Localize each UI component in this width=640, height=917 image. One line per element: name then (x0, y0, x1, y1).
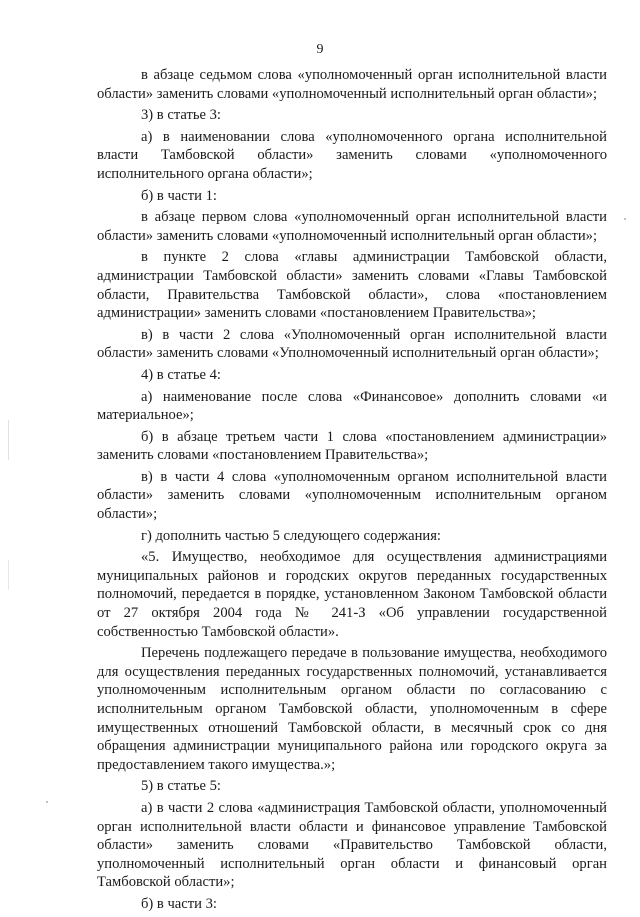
document-body (97, 66, 607, 917)
scan-artifact (624, 218, 626, 220)
paragraph: в) в части 4 слова «уполномоченным органом исполнительной власти области» заменить словами «уполномоченным исполнительным органом области»; (97, 468, 607, 523)
paragraph: а) наименование после слова «Финансовое» дополнить словами «и материальное»; (97, 388, 607, 424)
scan-artifact (8, 420, 9, 460)
paragraph: 4) в статье 4: (141, 366, 221, 383)
paragraph: а) в части 2 слова «администрация Тамбовской области, уполномоченный орган исполнительной власти области и финансовое управление Тамбовской области» заменить словами «Правительство Тамбовской области, уполномоченный исполнительный орган области и финансовый орган Тамбовской области»; (97, 799, 607, 891)
paragraph: в пункте 2 слова «главы администрации Тамбовской области, администрации Тамбовской области» заменить словами «Главы Тамбовской области, Правительства Тамбовской области», слова «постановлением администрации» заменить словами «постановлением Правительства»; (97, 249, 607, 322)
scan-artifact (46, 801, 48, 803)
paragraph: 3) в статье 3: (141, 107, 221, 124)
scan-artifact (8, 560, 9, 590)
paragraph: б) в части 3: (141, 895, 217, 912)
paragraph: «5. Имущество, необходимое для осуществления администрациями муниципальных районов и городских округов переданных государственных полномочий, передается в порядке, установленном Законом Тамбовской области от 27 октября 2004 года № 241-З «Об управлении государственной собственностью Тамбовской области». (97, 549, 607, 640)
paragraph: г) дополнить частью 5 следующего содержания: (141, 527, 441, 544)
paragraph: в абзаце седьмом слова «уполномоченный орган исполнительной власти области» заменить словами «уполномоченный исполнительный орган области»; (97, 67, 607, 102)
page-number: 9 (316, 42, 324, 57)
paragraph: в) в части 2 слова «Уполномоченный орган исполнительной власти области» заменить словами «Уполномоченный исполнительный орган области»; (97, 326, 607, 362)
paragraph: б) в абзаце третьем части 1 слова «постановлением администрации» заменить словами «постановлением Правительства»; (97, 428, 607, 464)
paragraph: а) в наименовании слова «уполномоченного органа исполнительной власти Тамбовской области» заменить словами «уполномоченного исполнительного органа области»; (97, 128, 607, 182)
paragraph: в абзаце первом слова «уполномоченный орган исполнительной власти области» заменить словами «уполномоченный исполнительный орган области»; (97, 209, 607, 244)
paragraph: Перечень подлежащего передаче в пользование имущества, необходимого для осуществления переданных государственных полномочий, устанавливается уполномоченным исполнительным органом области по согласованию с исполнительным органом Тамбовской области, уполномоченным в сфере имущественных отношений Тамбовской области, в месячный срок со дня обращения администрации муниципального района или городского округа за предоставлением такого имущества.»; (97, 645, 607, 773)
paragraph: б) в части 1: (141, 187, 217, 204)
paragraph: 5) в статье 5: (141, 778, 221, 795)
